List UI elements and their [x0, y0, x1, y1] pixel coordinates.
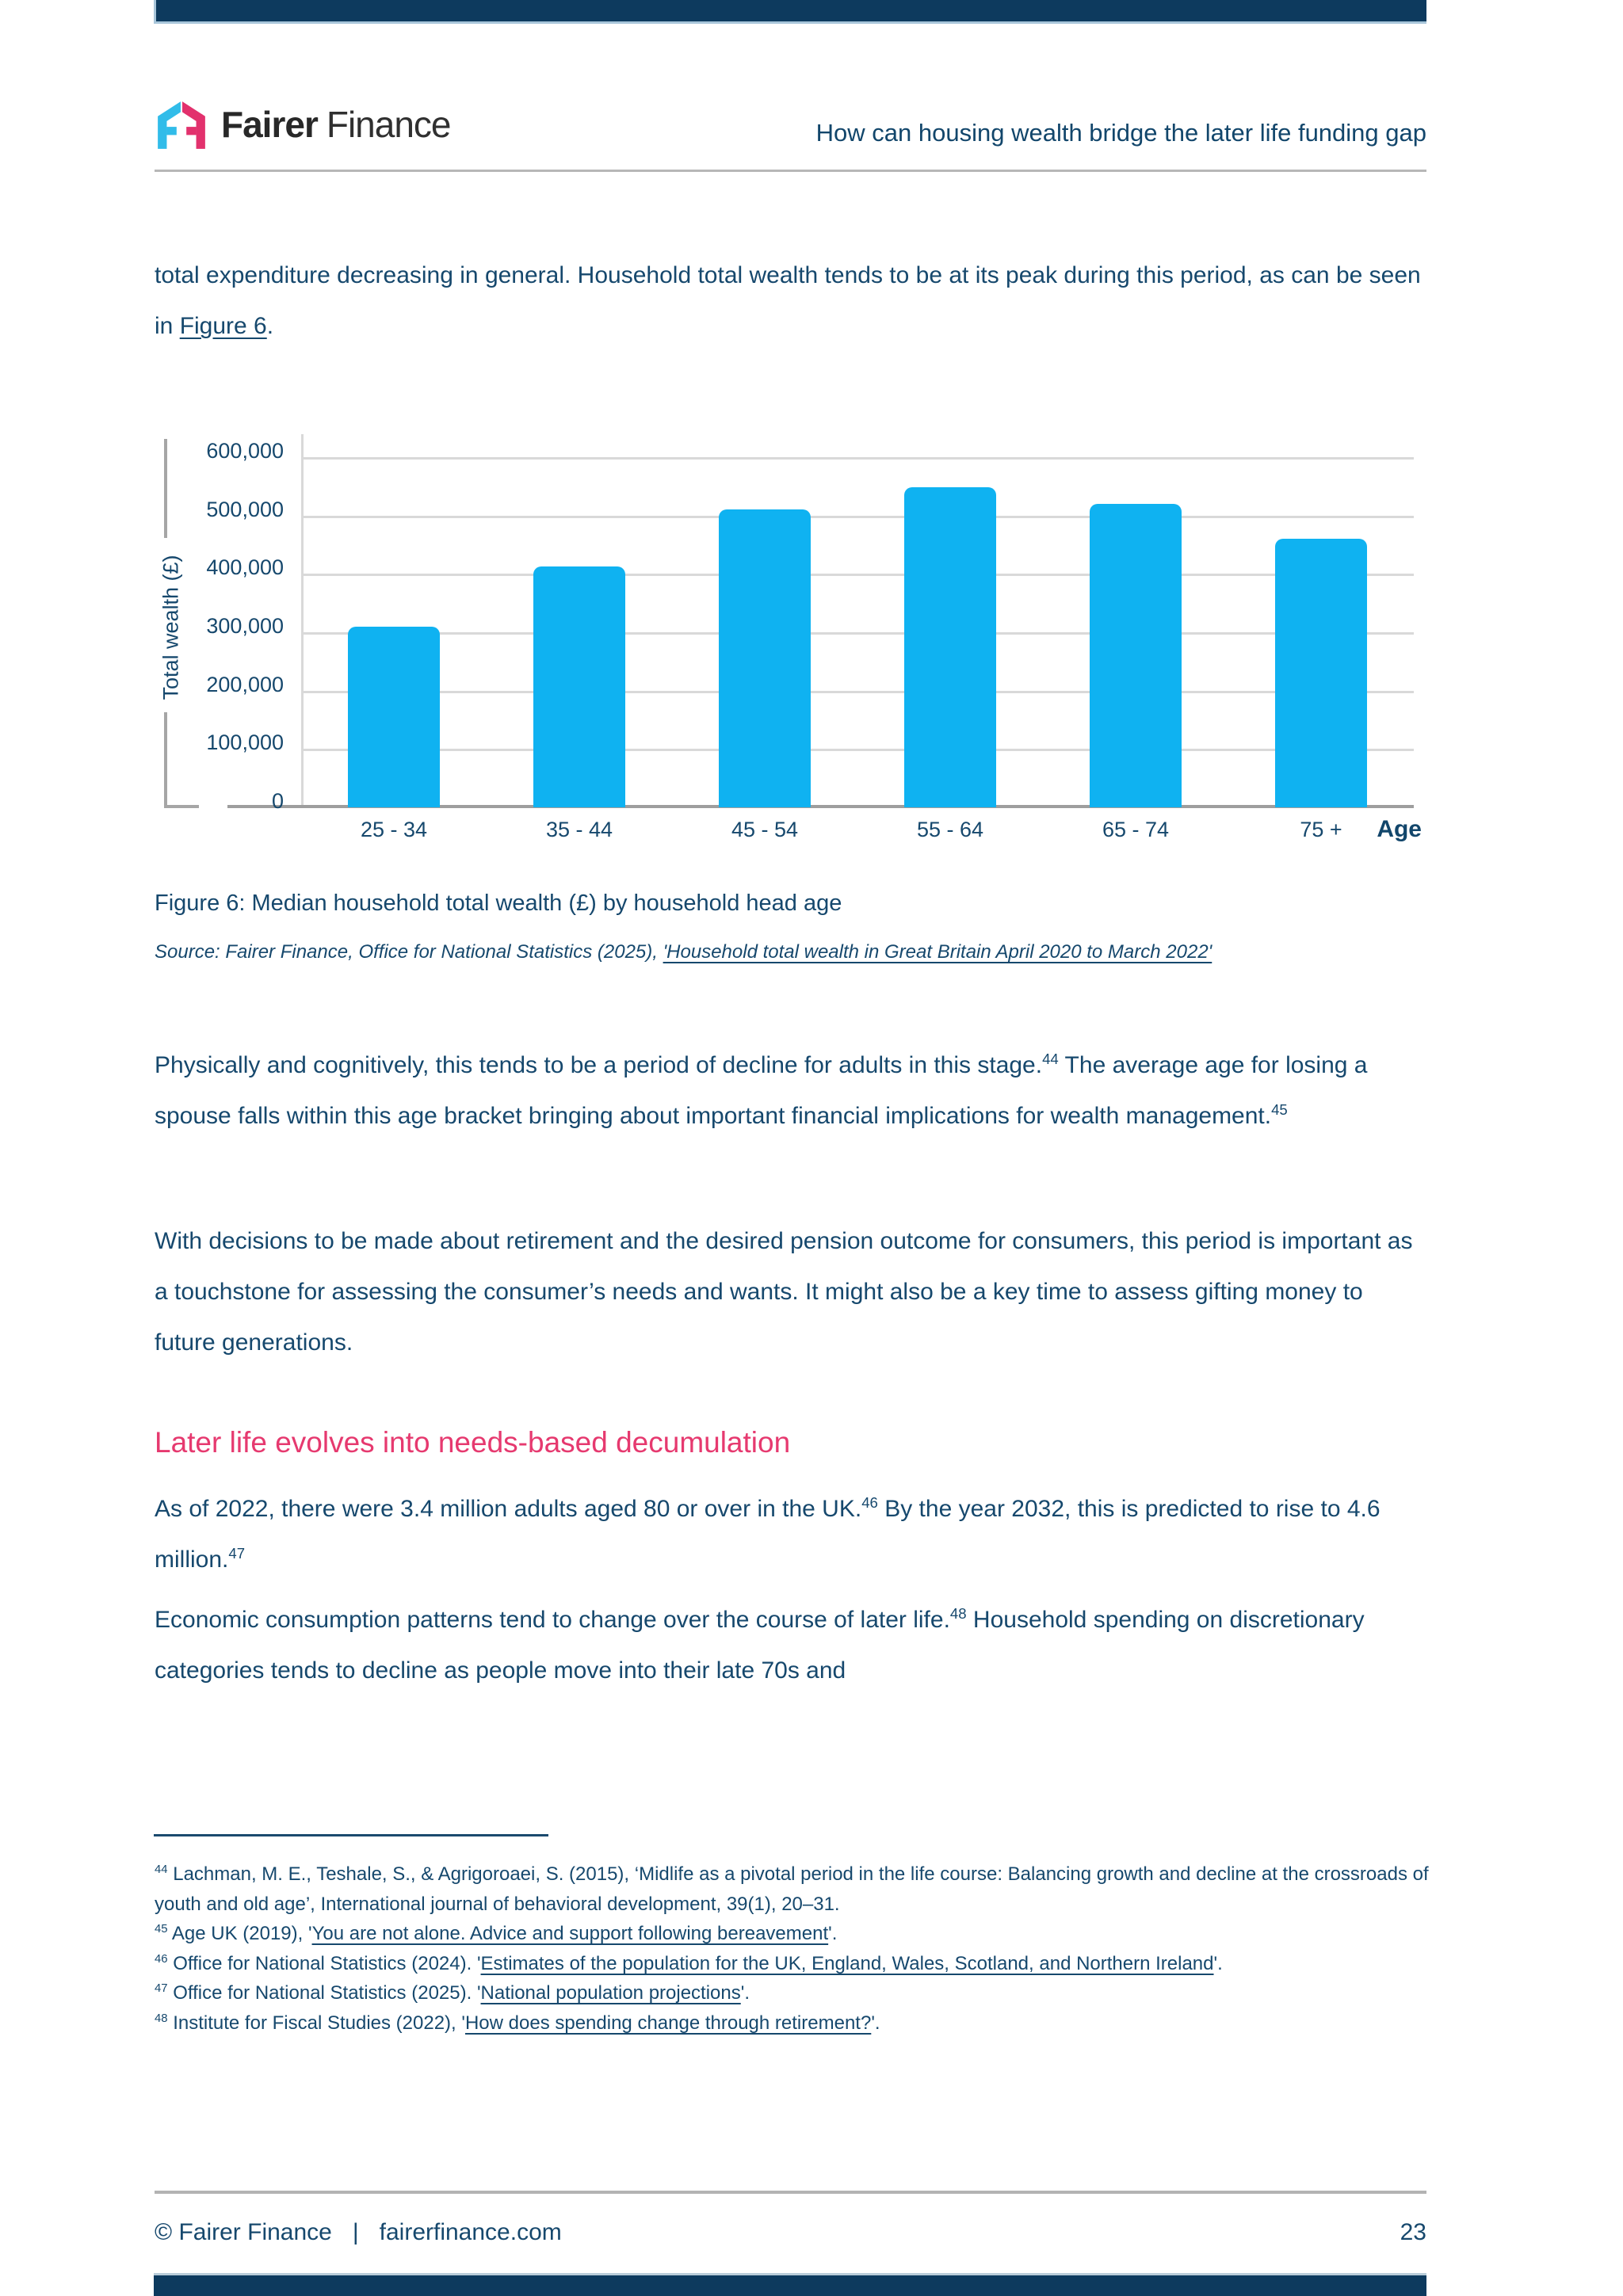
footer-copyright: © Fairer Finance	[155, 2219, 332, 2245]
bar-55-64	[904, 487, 996, 807]
y-tick-label: 500,000	[206, 497, 284, 521]
footnote-ref-44: 44	[1042, 1051, 1059, 1067]
fairer-finance-logo-icon	[155, 99, 208, 150]
footnote-ref-46: 46	[861, 1494, 878, 1511]
paragraph-decisions: With decisions to be made about retirement and the desired pension outcome for consumers, this period is important as a touchstone for assessing the consumer’s needs and wants. It might also be a key time to assess gifting money to future generations.	[155, 1228, 1413, 1356]
footnote-marker: 45	[155, 1923, 168, 1936]
header-divider	[155, 170, 1426, 172]
intro-paragraph	[155, 250, 1426, 352]
report-title-header: How can housing wealth bridge the later life funding gap	[815, 119, 1426, 147]
section-heading: Later life evolves into needs-based decumulation	[155, 1426, 791, 1459]
footnote-44	[155, 1859, 1432, 1919]
page-number: 23	[1400, 2219, 1426, 2245]
footnote-marker: 44	[155, 1863, 168, 1876]
decline-text-b: The average age for losing a spouse falls within this age bracket bringing about important financial implications for wealth management.	[155, 1052, 1368, 1129]
bar-65-74	[1090, 504, 1182, 807]
economic-text-b: Household spending on discretionary categories tends to decline as people move into their late 70s and	[155, 1607, 1365, 1684]
y-tick-label: 400,000	[206, 555, 284, 580]
y-tick-label: 0	[271, 789, 284, 813]
paragraph-decline	[155, 1040, 1426, 1142]
bar-25-34	[348, 627, 440, 807]
bottom-accent-bar	[154, 2273, 1426, 2296]
plot-left-border	[301, 434, 304, 807]
x-tick-label: 35 - 44	[545, 818, 613, 841]
top-accent-bar	[154, 0, 1426, 24]
footnote-45	[155, 1919, 1432, 1949]
footer-website-link[interactable]: fairerfinance.com	[379, 2219, 562, 2245]
footnote-text: Office for National Statistics (2024). '	[173, 1952, 481, 1974]
footnote-ref-48: 48	[949, 1605, 967, 1622]
footnote-link-47[interactable]: National population projections	[480, 1982, 741, 2004]
footnote-text-post: '.	[871, 2012, 880, 2034]
adults-text-b: By the year 2032, this is predicted to rise to 4.6 million.	[155, 1496, 1381, 1573]
decline-text-a: Physically and cognitively, this tends to be a period of decline for adults in this stage.	[155, 1052, 1043, 1078]
footnote-text: Institute for Fiscal Studies (2022), '	[173, 2012, 465, 2034]
logo-word-fairer: Fairer	[221, 104, 318, 145]
figure-6-caption: Figure 6: Median household total wealth (£) by household head age	[155, 891, 842, 916]
logo	[155, 97, 451, 152]
footnote-text: Age UK (2019), '	[171, 1923, 312, 1944]
figure-6-bar-chart	[155, 432, 1426, 852]
source-link[interactable]: 'Household total wealth in Great Britain April 2020 to March 2022'	[663, 941, 1212, 963]
y-tick-label: 600,000	[206, 439, 284, 463]
footnote-separator	[154, 1834, 548, 1836]
footnote-text-post: '.	[740, 1982, 750, 2004]
logo-wordmark	[221, 103, 451, 146]
footnote-marker: 48	[155, 2012, 168, 2025]
footnote-47	[155, 1978, 1432, 2008]
footer-separator-char: |	[352, 2219, 359, 2245]
y-axis-title: Total wealth (£)	[158, 555, 183, 700]
intro-after: .	[266, 313, 274, 339]
footer-divider	[155, 2191, 1426, 2194]
x-tick-label: 65 - 74	[1102, 818, 1170, 841]
logo-word-finance: Finance	[326, 104, 451, 145]
footnote-ref-45: 45	[1271, 1101, 1288, 1118]
footnote-text-post: '.	[828, 1923, 838, 1944]
x-tick-label: 45 - 54	[731, 818, 799, 841]
footnote-marker: 46	[155, 1952, 168, 1966]
figure-6-source	[155, 936, 1426, 969]
footnote-marker: 47	[155, 1982, 168, 1995]
footnote-ref-47: 47	[228, 1545, 246, 1562]
footnote-link-45[interactable]: You are not alone. Advice and support following bereavement	[311, 1923, 829, 1944]
gridline	[301, 457, 1414, 460]
footnote-text-post: '.	[1213, 1952, 1223, 1974]
footer	[155, 2215, 1426, 2250]
gridline	[301, 749, 1414, 751]
gridline	[301, 632, 1414, 635]
footnote-link-48[interactable]: How does spending change through retirement?	[464, 2012, 872, 2034]
footnote-46	[155, 1949, 1432, 1979]
footnote-text: Lachman, M. E., Teshale, S., & Agrigoroaei, S. (2015), ‘Midlife as a pivotal period in the life course: Balancing growth and decline at the crossroads of youth and old age’, International journal of behavioral development, 39(1), 20–31.	[155, 1863, 1429, 1915]
gridline	[301, 574, 1414, 576]
gridline	[301, 516, 1414, 518]
x-tick-label: 75 +	[1300, 818, 1342, 841]
x-tick-label: 25 - 34	[360, 818, 428, 841]
gridline	[301, 691, 1414, 693]
source-text: Source: Fairer Finance, Office for National Statistics (2025),	[155, 941, 663, 963]
footnote-48	[155, 2008, 1432, 2039]
adults-text-a: As of 2022, there were 3.4 million adults aged 80 or over in the UK.	[155, 1496, 862, 1522]
paragraph-economic	[155, 1595, 1426, 1696]
bar-75+	[1275, 539, 1367, 807]
paragraph-adults-80	[155, 1484, 1426, 1585]
y-tick-label: 100,000	[206, 730, 284, 755]
figure-6-link[interactable]: Figure 6	[179, 313, 267, 339]
bar-45-54	[719, 509, 811, 807]
economic-text-a: Economic consumption patterns tend to change over the course of later life.	[155, 1607, 950, 1633]
footnote-link-46[interactable]: Estimates of the population for the UK, England, Wales, Scotland, and Northern Ireland	[480, 1952, 1214, 1974]
x-axis-title: Age	[1377, 816, 1422, 842]
y-tick-label: 300,000	[206, 614, 284, 638]
intro-text: total expenditure decreasing in general. Household total wealth tends to be at its peak during this period, as can be seen in	[155, 262, 1421, 339]
bar-35-44	[533, 566, 625, 807]
y-tick-label: 200,000	[206, 672, 284, 696]
x-tick-label: 55 - 64	[916, 818, 984, 841]
footnote-text: Office for National Statistics (2025). '	[173, 1982, 481, 2004]
footnotes	[155, 1859, 1432, 2038]
